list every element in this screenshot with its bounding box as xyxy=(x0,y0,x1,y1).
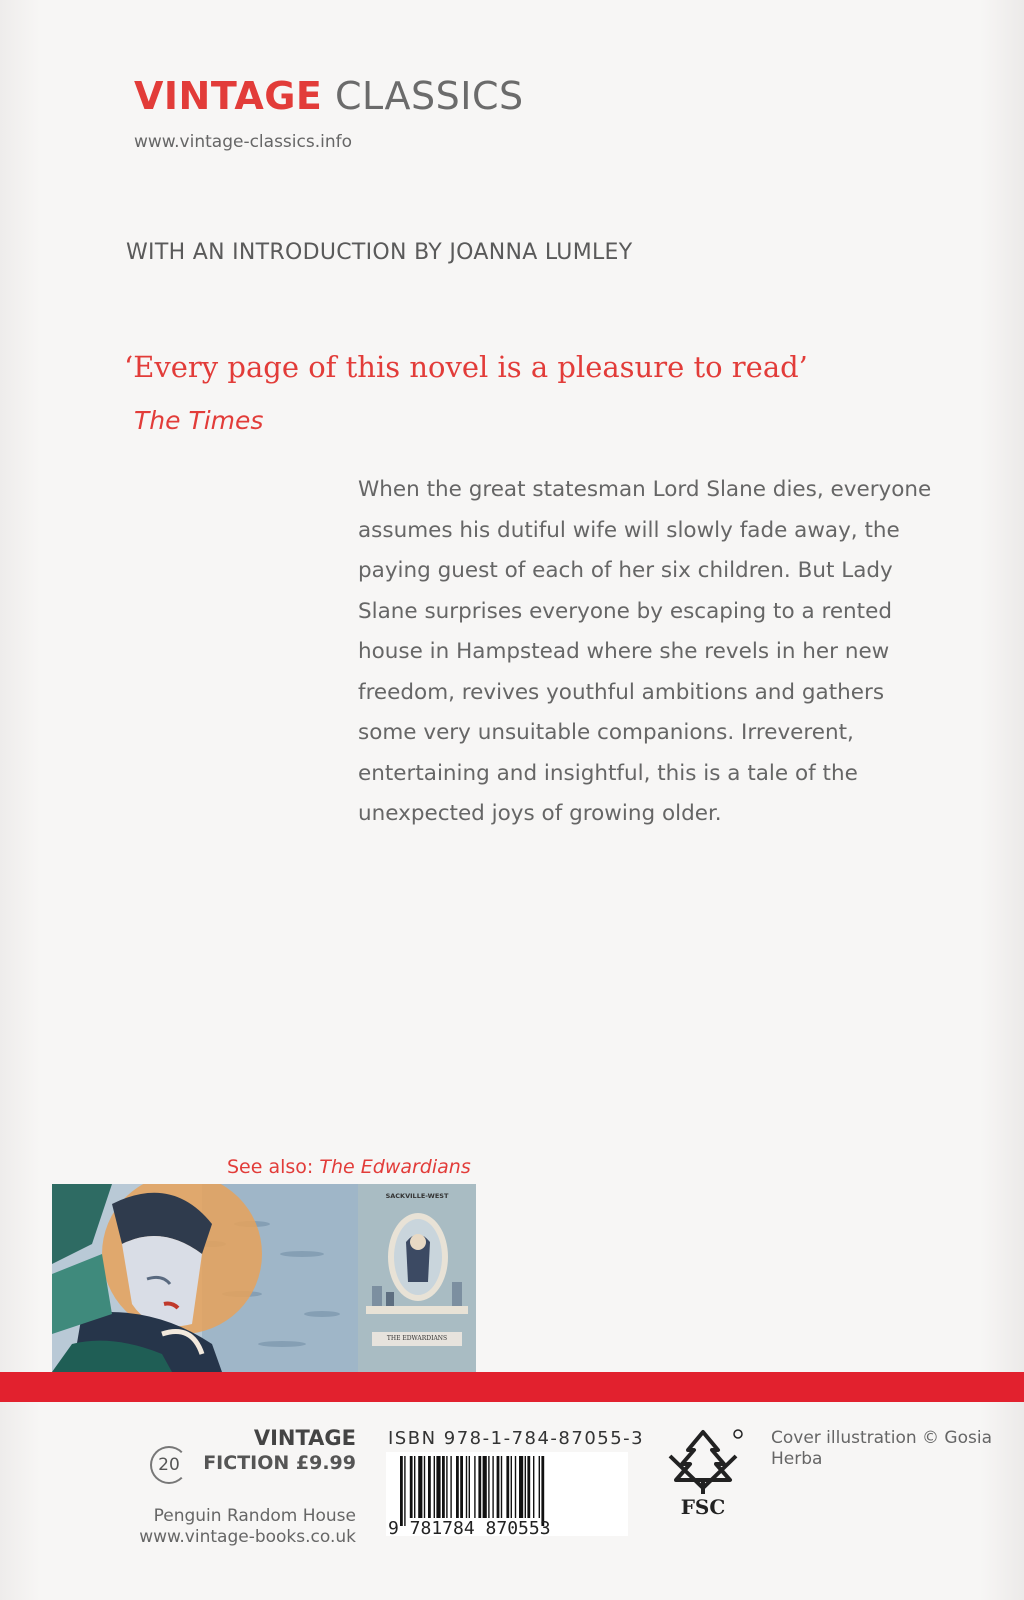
c20-badge: 20 xyxy=(150,1446,188,1484)
vintage-classics-logo xyxy=(134,74,524,118)
category-price: FICTION £9.99 xyxy=(203,1452,356,1474)
mini-cover-art xyxy=(358,1202,476,1342)
logo-series: CLASSICS xyxy=(334,74,524,118)
imprint xyxy=(150,1426,356,1486)
review-source: The Times xyxy=(134,406,264,435)
see-also-label: See also: xyxy=(227,1156,314,1178)
see-also xyxy=(227,1156,471,1178)
cover-credit: Cover illustration © Gosia Herba xyxy=(771,1428,992,1469)
introduction-credit: WITH AN INTRODUCTION BY JOANNA LUMLEY xyxy=(126,240,633,265)
book-blurb xyxy=(358,470,938,835)
publisher-name: Penguin Random House xyxy=(153,1506,356,1526)
fsc-logo xyxy=(660,1426,746,1518)
fsc-text: FSC xyxy=(680,1495,726,1518)
mini-cover-author: SACKVILLE-WEST xyxy=(385,1192,449,1200)
logo-brand: VINTAGE xyxy=(134,74,323,118)
blurb-text: When the great statesman Lord Slane dies, everyone assumes his dutiful wife will slowly fade away, the paying guest of each of her six children. But Lady Slane surprises everyone by escaping to a rented house in Hampstead where she revels in her new freedom, revives youthful ambitions and gathers some very unsuitable companions. Irreverent, entertaining and insightful, this is a tale of the unexpected joys of growing older. xyxy=(358,477,932,826)
see-also-title: The Edwardians xyxy=(319,1156,471,1178)
review-quote: ‘Every page of this novel is a pleasure to read’ xyxy=(124,350,808,384)
barcode-digits: 9 781784 870553 xyxy=(388,1518,551,1536)
cover-illustration xyxy=(52,1184,358,1372)
isbn: ISBN 978-1-784-87055-3 xyxy=(388,1428,645,1449)
see-also-cover xyxy=(358,1184,476,1372)
mini-cover-title: THE EDWARDIANS xyxy=(372,1332,462,1346)
publisher-url: www.vintage-books.co.uk xyxy=(139,1527,356,1547)
publisher-info xyxy=(132,1506,356,1548)
red-band xyxy=(0,1372,1024,1402)
barcode xyxy=(386,1452,628,1536)
classics-url: www.vintage-classics.info xyxy=(134,132,352,152)
imprint-name: VINTAGE xyxy=(253,1426,356,1450)
